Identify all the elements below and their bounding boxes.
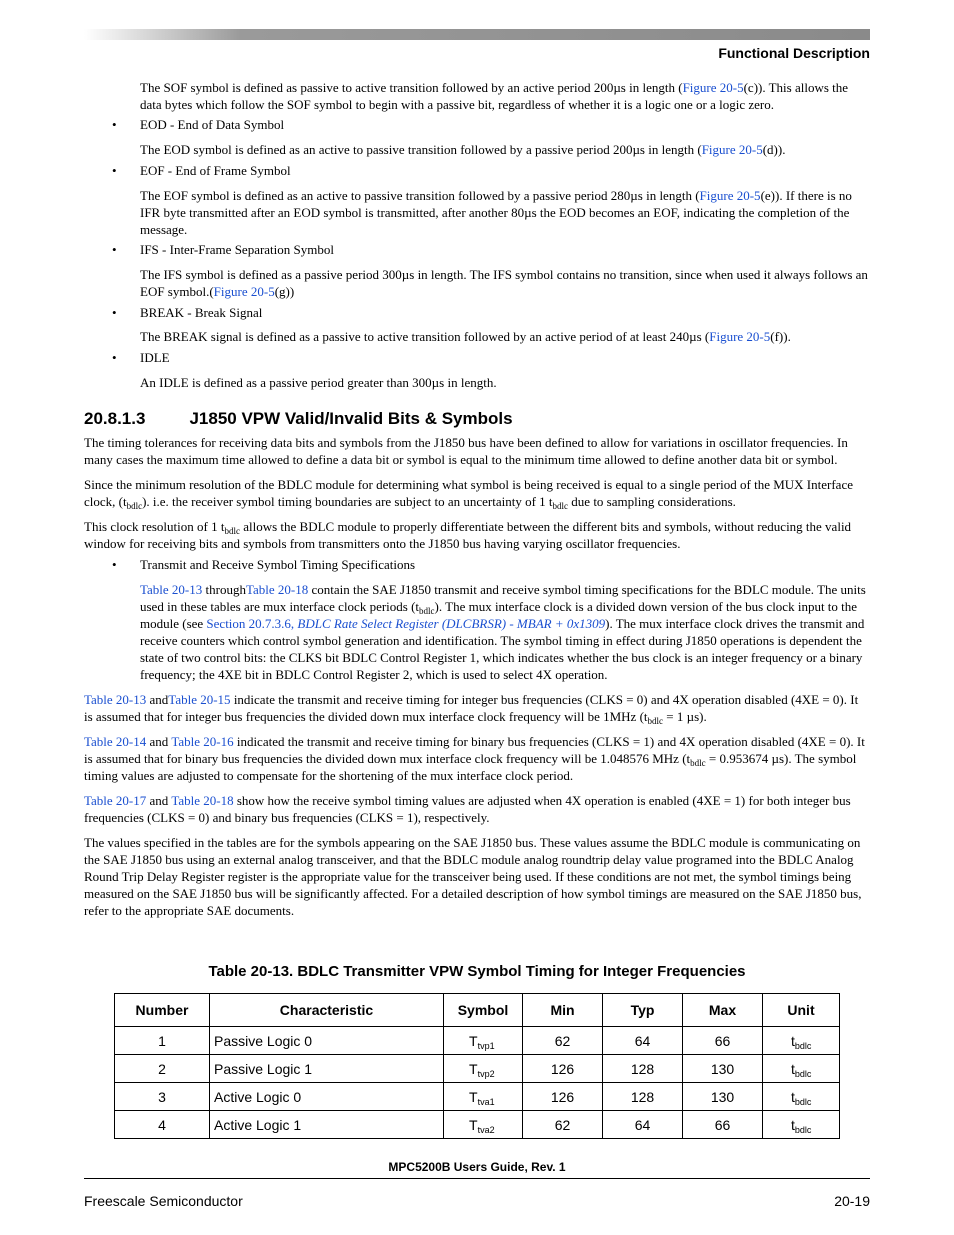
column-header: Unit xyxy=(763,994,840,1027)
table-link[interactable]: Table 20-13 xyxy=(140,582,203,597)
cell-characteristic: Active Logic 0 xyxy=(210,1083,444,1111)
paragraph-resolution: Since the minimum resolution of the BDLC module for determining what symbol is being received is equal to a single period of the MUX Interface clock, $(t_{bdlc})$. i.e. the receiver symbol timing boundaries are subject to an uncertainty of 1 $t_{bdlc}$ due to sampling considerations. xyxy=(84,477,853,511)
cell-max: 66 xyxy=(683,1111,763,1139)
cell-typ: 128 xyxy=(603,1055,683,1083)
bullet-eod: • EOD - End of Data Symbol xyxy=(112,117,285,132)
cell-number: 3 xyxy=(115,1083,210,1111)
idle-paragraph: An IDLE is defined as a passive period greater than 300µs in length. xyxy=(140,375,497,390)
paragraph-4x: Table 20-17 and Table 20-18 show how the receive symbol timing values are adjusted when 4X operation is enabled (4XE = 1) for both integer bus frequencies (CLKS = 0) and binary bus frequencies (CLKS = 1), respectively. xyxy=(84,793,851,825)
cell-characteristic: Active Logic 1 xyxy=(210,1111,444,1139)
table-link[interactable]: Table 20-15 xyxy=(168,692,231,707)
cell-symbol: $T_{tva2}$ xyxy=(444,1111,523,1139)
cell-min: 62 xyxy=(523,1111,603,1139)
paragraph-tables-overview: Table 20-13 throughTable 20-18 contain the SAE J1850 transmit and receive symbol timing specifications for the BDLC module. The units used in these tables are mux interface clock periods $(t_{bdlc})$. The mux interface clock is a divided down version of the bus clock input to the module (see Section 20.7.3.6, BDLC Rate Select Register (DLCBRSR) - MBAR + 0x1309). The mux interface clock drives the transmit and receive counters which control symbol generation and identification. The symbol timing in effect during J1850 operations is dependent the state of two control bits: the CLKS bit BDLC Control Register 1, which indicates whether the bus clock is an integer frequency or a binary frequency; the 4XE bit in BDLC Control Register 2, which is used to select 4X operation. xyxy=(140,582,866,682)
section-link[interactable]: Section 20.7.3.6, xyxy=(206,616,298,631)
cell-characteristic: Passive Logic 0 xyxy=(210,1027,444,1055)
figure-link[interactable]: Figure 20-5 xyxy=(682,80,744,95)
column-header: Max xyxy=(683,994,763,1027)
table-row xyxy=(115,1111,840,1139)
footer-company: Freescale Semiconductor xyxy=(84,1193,243,1209)
cell-min: 126 xyxy=(523,1055,603,1083)
column-header: Number xyxy=(115,994,210,1027)
table-header-row xyxy=(115,994,840,1027)
cell-number: 1 xyxy=(115,1027,210,1055)
table-link[interactable]: Table 20-18 xyxy=(171,793,234,808)
cell-number: 2 xyxy=(115,1055,210,1083)
bullet-timing-spec: • Transmit and Receive Symbol Timing Specifications xyxy=(112,557,416,572)
main-content xyxy=(84,79,870,919)
cell-typ: 64 xyxy=(603,1111,683,1139)
cell-min: 126 xyxy=(523,1083,603,1111)
figure-link[interactable]: Figure 20-5 xyxy=(709,329,771,344)
document-title: MPC5200B Users Guide, Rev. 1 xyxy=(388,1160,566,1174)
cell-unit: $t_{bdlc}$ xyxy=(763,1027,840,1055)
cell-characteristic: Passive Logic 1 xyxy=(210,1055,444,1083)
cell-min: 62 xyxy=(523,1027,603,1055)
table-title: Table 20-13. BDLC Transmitter VPW Symbol Timing for Integer Frequencies xyxy=(208,963,746,980)
footer-divider xyxy=(84,1178,870,1179)
paragraph-integer: Table 20-13 andTable 20-15 indicate the transmit and receive timing for integer bus frequencies (CLKS = 0) and 4X operation disabled (4XE = 0). It is assumed that for integer bus frequencies the divided down mux interface clock frequency will be 1MHz ($t_{bdlc} = 1$ µs). xyxy=(84,692,859,726)
figure-link[interactable]: Figure 20-5 xyxy=(701,142,763,157)
cell-symbol: $T_{tvp2}$ xyxy=(444,1055,523,1083)
cell-number: 4 xyxy=(115,1111,210,1139)
bullet-break: • BREAK - Break Signal xyxy=(112,305,263,320)
cell-typ: 64 xyxy=(603,1027,683,1055)
table-row xyxy=(115,1083,840,1111)
cell-symbol: $T_{tva1}$ xyxy=(444,1083,523,1111)
column-header: Min xyxy=(523,994,603,1027)
paragraph-binary: Table 20-14 and Table 20-16 indicated the transmit and receive timing for binary bus frequencies (CLKS = 1) and 4X operation disabled (4XE = 0). It is assumed that for binary bus frequencies the divided down mux interface clock frequency will be 1.048576 MHz ($t_{bdlc} = 0.953674$ µs). The symbol timing values are adjusted to compensate for the shortening of the mux interface clock period. xyxy=(84,734,865,783)
column-header: Symbol xyxy=(444,994,523,1027)
cell-typ: 128 xyxy=(603,1083,683,1111)
table-link[interactable]: Table 20-18 xyxy=(245,582,309,597)
bullet-ifs: • IFS - Inter-Frame Separation Symbol xyxy=(112,242,334,257)
header-bar xyxy=(84,29,870,40)
figure-link[interactable]: Figure 20-5 xyxy=(213,284,275,299)
timing-table xyxy=(114,993,840,1139)
eod-paragraph: The EOD symbol is defined as an active to passive transition followed by a passive period 200µs in length (Figure 20-5(d)). xyxy=(140,142,786,157)
table-link[interactable]: Table 20-16 xyxy=(171,734,234,749)
sof-paragraph: The SOF symbol is defined as passive to active transition followed by an active period 200µs in length (Figure 20-5(c)). This allows the data bytes which follow the SOF symbol to begin with a passive bit, regardless of whether it is a logic one or a logic zero. xyxy=(140,80,849,112)
table-link[interactable]: Table 20-17 xyxy=(84,793,147,808)
cell-unit: $t_{bdlc}$ xyxy=(763,1083,840,1111)
table-row xyxy=(115,1027,840,1055)
cell-unit: $t_{bdlc}$ xyxy=(763,1111,840,1139)
table-link[interactable]: Table 20-13 xyxy=(84,692,147,707)
break-paragraph: The BREAK signal is defined as a passive to active transition followed by an active period of at least 240µs (Figure 20-5(f)). xyxy=(140,329,791,344)
bullet-idle: • IDLE xyxy=(112,350,170,365)
table-row xyxy=(115,1055,840,1083)
bullet-eof: • EOF - End of Frame Symbol xyxy=(112,163,291,178)
column-header: Typ xyxy=(603,994,683,1027)
running-header: Functional Description xyxy=(718,45,870,61)
cell-unit: $t_{bdlc}$ xyxy=(763,1055,840,1083)
table-link[interactable]: Table 20-14 xyxy=(84,734,147,749)
page-number: 20-19 xyxy=(834,1193,870,1209)
paragraph-values: The values specified in the tables are for the symbols appearing on the SAE J1850 bus. These values assume the BDLC module is communicating on the SAE J1850 bus using an external analog transceiver, and that the BDLC module analog roundtrip delay value programed into the BDLC Analog Round Trip Delay Register register is the appropriate value for the transceiver being used. If these conditions are not met, the symbol timings being measured on the SAE J1850 bus will be significantly affected. For a detailed description of how symbol timings are measured on the SAE J1850 bus, refer to the appropriate SAE documents. xyxy=(84,835,862,918)
paragraph-clock-resolution: This clock resolution of 1 $t_{bdlc}$ allows the BDLC module to properly differentiate between the different bits and symbols, without reducing the valid window for receiving bits and symbols from transmitters onto the J1850 bus having varying oscillator frequencies. xyxy=(84,519,852,551)
cell-max: 130 xyxy=(683,1055,763,1083)
column-header: Characteristic xyxy=(210,994,444,1027)
cell-max: 130 xyxy=(683,1083,763,1111)
figure-link[interactable]: Figure 20-5 xyxy=(699,188,761,203)
eof-paragraph: The EOF symbol is defined as an active to passive transition followed by a passive period 280µs in length (Figure 20-5(e)). If there is no IFR byte transmitted after an EOD symbol is transmitted, after another 80µs the EOD becomes an EOF, indicating the completion of the message. xyxy=(140,188,852,237)
register-link[interactable]: BDLC Rate Select Register (DLCBRSR) - MBAR + 0x1309 xyxy=(297,616,606,631)
section-heading: 20.8.1.3 J1850 VPW Valid/Invalid Bits & Symbols xyxy=(84,409,513,428)
ifs-paragraph: The IFS symbol is defined as a passive period 300µs in length. The IFS symbol contains no transition, since when used it always follows an EOF symbol.(Figure 20-5(g)) xyxy=(140,267,868,299)
cell-symbol: $T_{tvp1}$ xyxy=(444,1027,523,1055)
cell-max: 66 xyxy=(683,1027,763,1055)
paragraph-tolerances: The timing tolerances for receiving data bits and symbols from the J1850 bus have been defined to allow for variations in oscillator frequencies. In many cases the maximum time allowed to define a data bit or symbol is equal to the minimum time allowed to define another data bit or symbol. xyxy=(84,435,848,467)
